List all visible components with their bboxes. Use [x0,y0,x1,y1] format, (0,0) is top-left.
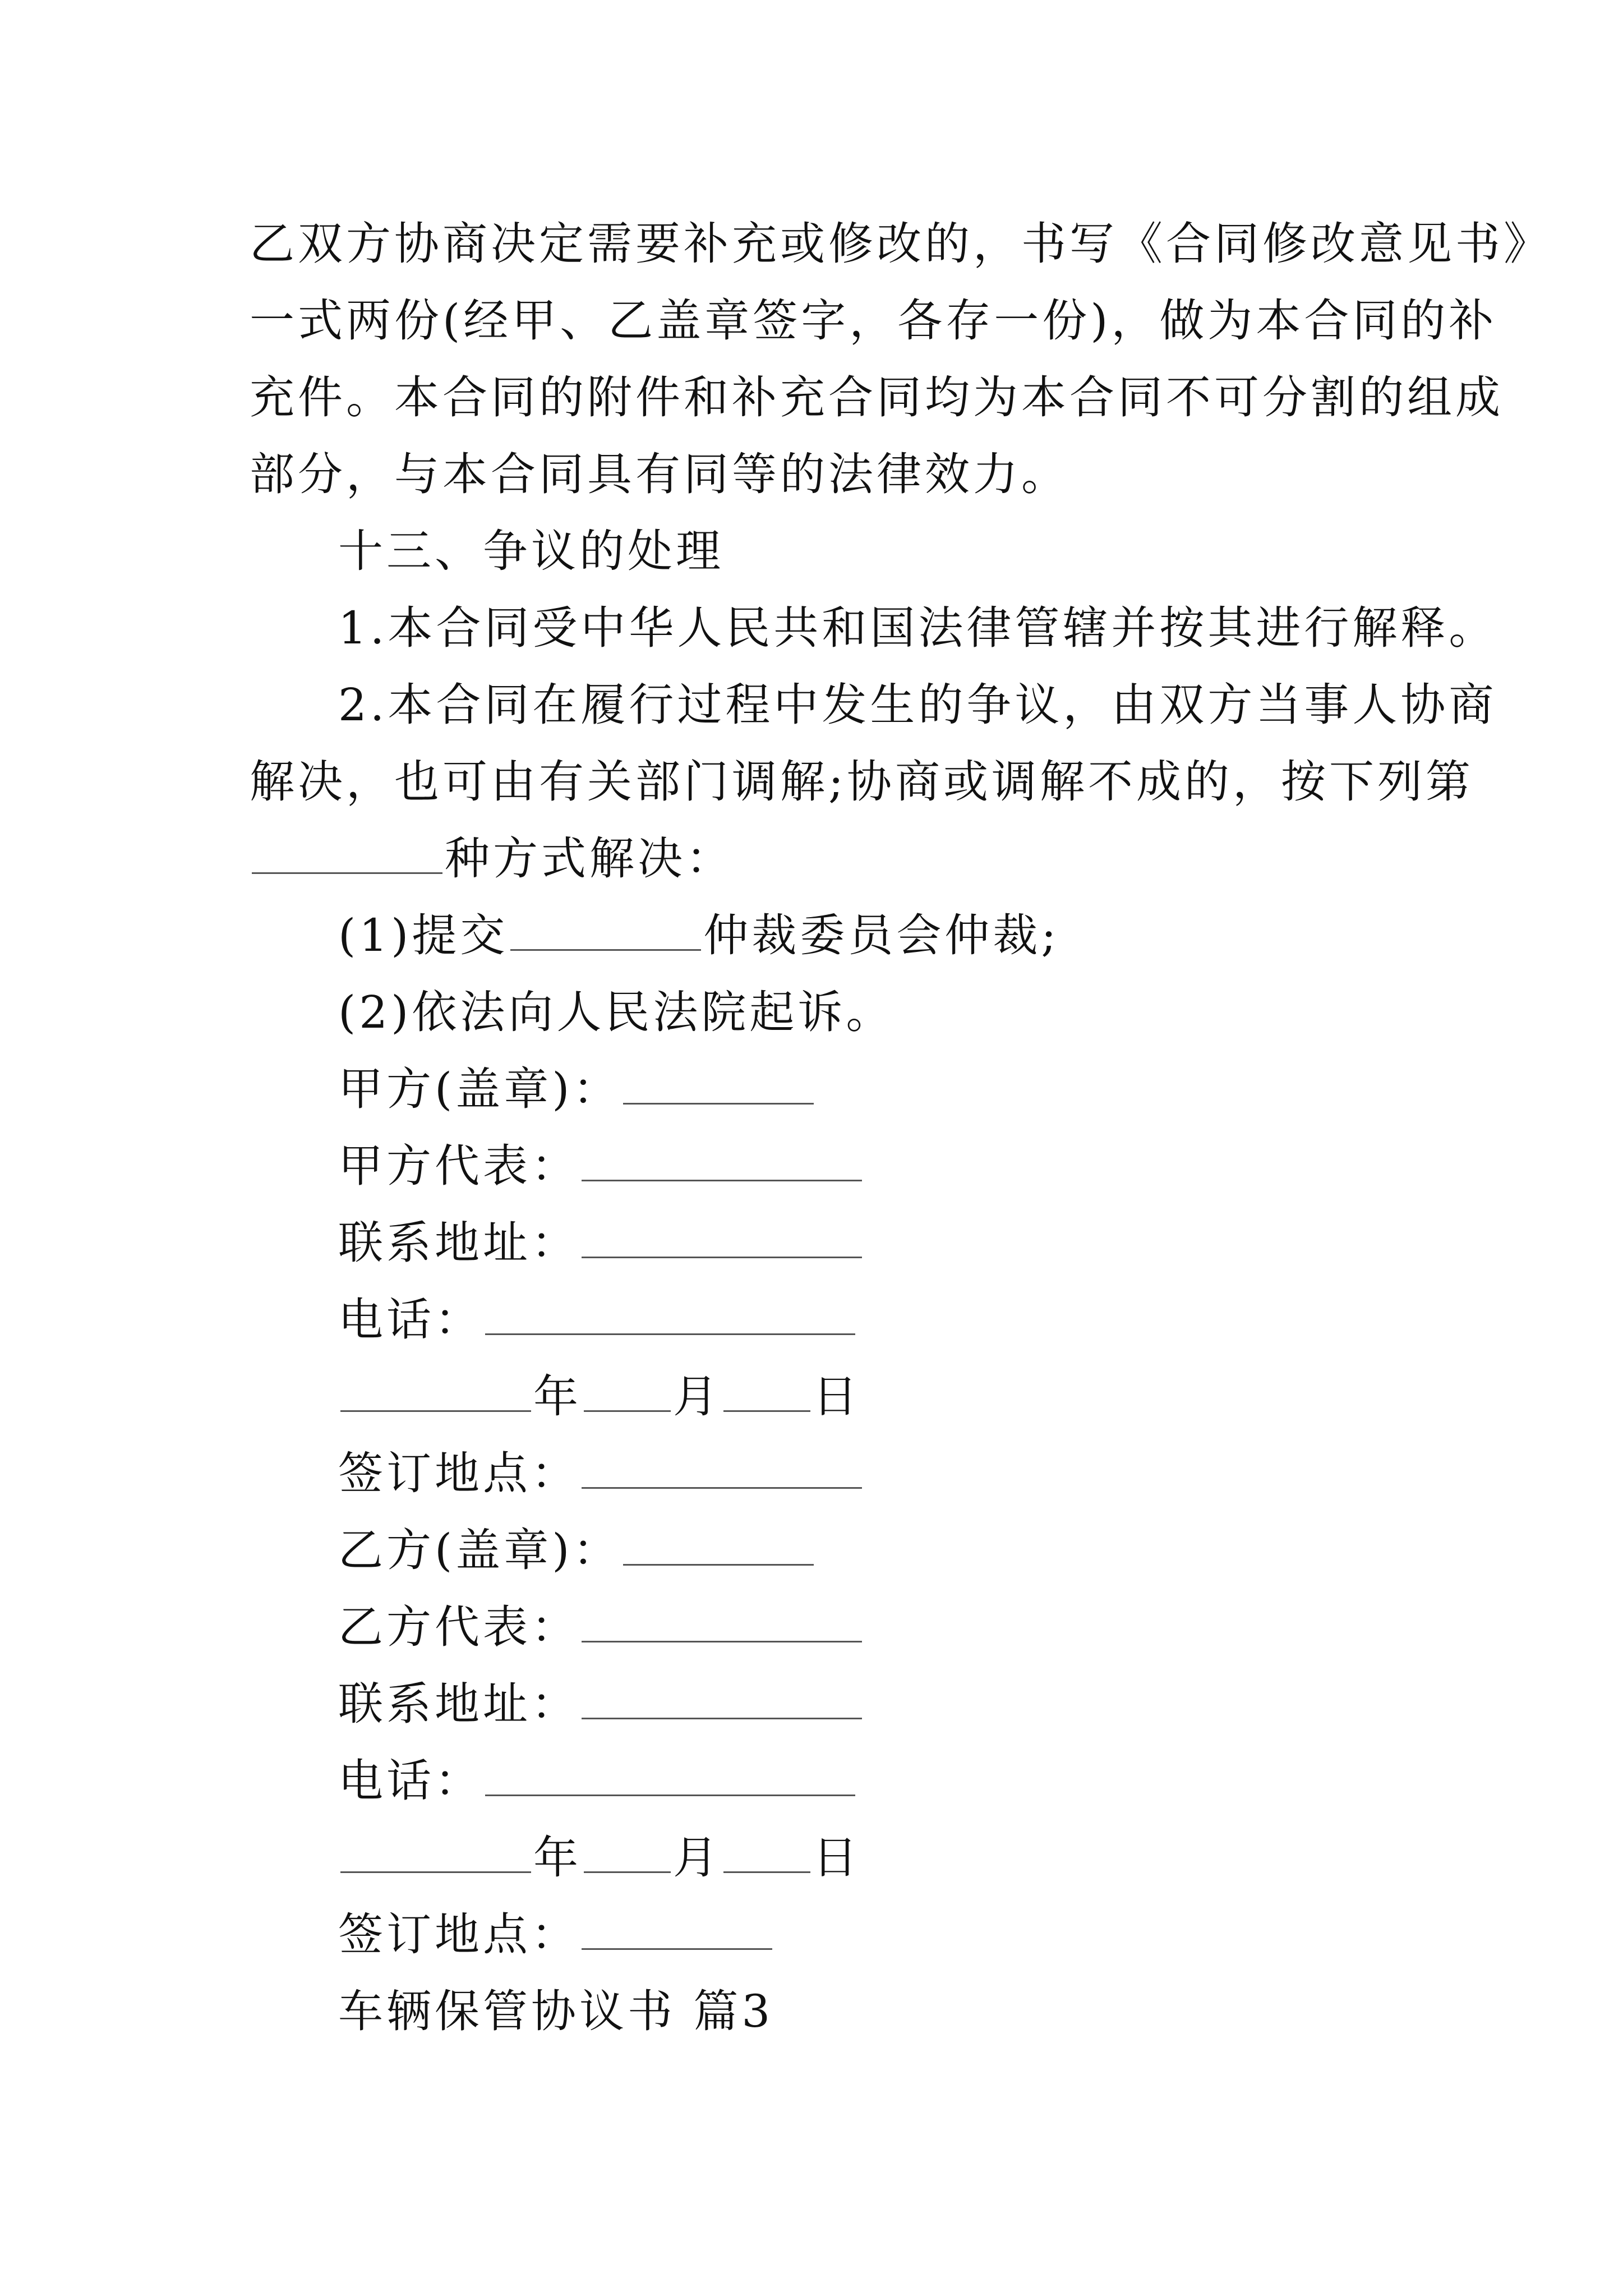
text: 仲裁委员会仲裁; [703,909,1060,961]
blank-line [584,1832,671,1873]
paragraph-line: 乙双方协商决定需要补充或修改的，书写《合同修改意见书》 [250,218,1552,270]
party-b-place-field [338,1907,774,1963]
text: 种方式解决： [445,832,734,885]
blank-line [340,1371,531,1412]
party-a-phone-field [338,1292,857,1348]
label: 联系地址： [338,1678,579,1730]
label: 月 [673,1832,721,1884]
party-b-phone-field [338,1753,857,1809]
label: 月 [673,1370,721,1423]
party-a-rep-field [338,1138,864,1194]
option-1 [338,908,1059,964]
blank-line [623,1064,814,1105]
blank-line [485,1755,855,1796]
label: 日 [813,1832,861,1884]
party-b-rep-field [338,1599,864,1655]
paragraph-line: 一式两份(经甲、乙盖章签字，各存一份)，做为本合同的补 [250,295,1497,347]
blank-line [584,1371,671,1412]
label: 联系地址： [338,1217,579,1269]
blank-line [623,1525,814,1566]
party-a-place-field [338,1446,864,1502]
clause-item-2: 2.本合同在履行过程中发生的争议，由双方当事人协商 [338,679,1497,731]
party-a-date-field [338,1369,861,1425]
section-heading: 十三、争议的处理 [338,525,724,577]
next-document-title: 车辆保管协议书 篇3 [338,1985,774,2037]
blank-line [510,910,701,951]
party-b-seal-field [338,1522,816,1579]
text: (1)提交 [338,909,509,961]
blank-line [252,833,442,874]
label: 年 [533,1832,582,1884]
label: 甲方(盖章)： [338,1063,621,1115]
label: 日 [813,1370,861,1423]
label: 电话： [338,1755,483,1807]
blank-line [723,1371,810,1412]
party-b-date-field [338,1830,861,1886]
party-a-seal-field [338,1061,816,1117]
paragraph-line [250,831,734,887]
blank-line [582,1217,862,1258]
paragraph-line: 解决，也可由有关部门调解;协商或调解不成的，按下列第 [250,756,1474,808]
party-b-address-field [338,1676,864,1732]
label: 电话： [338,1294,483,1346]
party-a-address-field [338,1215,864,1271]
blank-line [582,1909,772,1950]
paragraph-line: 充件。本合同的附件和补充合同均为本合同不可分割的组成 [250,371,1504,424]
label: 签订地点： [338,1908,579,1961]
label: 签订地点： [338,1447,579,1499]
label: 年 [533,1370,582,1423]
label: 甲方代表： [338,1140,579,1192]
blank-line [582,1602,862,1642]
clause-item-1: 1.本合同受中华人民共和国法律管辖并按其进行解释。 [338,602,1497,654]
label: 乙方(盖章)： [338,1524,621,1576]
blank-line [582,1140,862,1181]
label: 乙方代表： [338,1601,579,1653]
blank-line [723,1832,810,1873]
blank-line [485,1294,855,1335]
blank-line [582,1448,862,1489]
blank-line [340,1832,531,1873]
paragraph-line: 部分，与本合同具有同等的法律效力。 [250,448,1069,500]
option-2: (2)依法向人民法院起诉。 [338,986,895,1038]
blank-line [582,1678,862,1719]
